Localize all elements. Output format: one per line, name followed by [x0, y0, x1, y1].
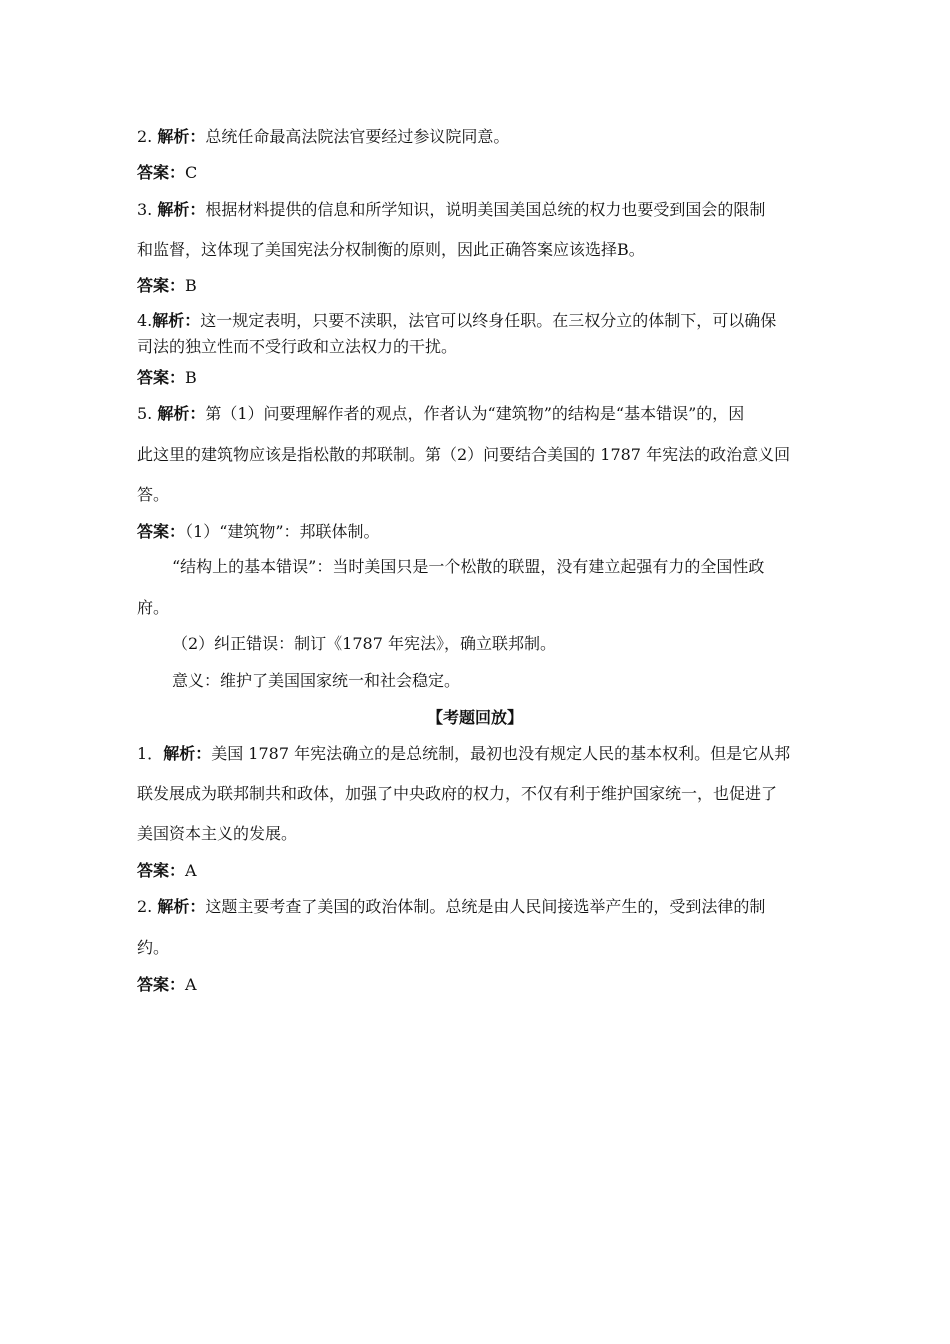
q5-answer-line3 [137, 598, 169, 618]
analysis-label: 解析： [157, 404, 206, 423]
analysis-text: 第（1）问要理解作者的观点，作者认为“建筑物”的结构是“基本错误”的，因 [205, 404, 745, 423]
q4-analysis-line2 [137, 337, 457, 357]
answer-value: A [185, 861, 197, 880]
analysis-text: 司法的独立性而不受行政和立法权力的干扰。 [137, 337, 458, 356]
question-number: 4. [137, 311, 153, 330]
r1-analysis-line3 [137, 824, 297, 844]
answer-text: 府。 [137, 598, 170, 617]
answer-text: （1）“建筑物”：邦联体制。 [185, 522, 380, 541]
answer-value: B [185, 368, 197, 387]
answer-label: 答案： [137, 522, 186, 541]
analysis-text: 此这里的建筑物应该是指松散的邦联制。第（2）问要结合美国的 1787 年宪法的政治意义回 [137, 445, 791, 464]
r2-answer-line [137, 975, 197, 995]
analysis-text: 和监督，这体现了美国宪法分权制衡的原则，因此正确答案应该选择B。 [137, 240, 645, 259]
analysis-label: 解析： [163, 744, 212, 763]
analysis-label: 解析： [157, 897, 206, 916]
q4-answer-line [137, 368, 197, 388]
analysis-text: 美国 1787 年宪法确立的是总统制，最初也没有规定人民的基本权利。但是它从邦 [211, 744, 791, 763]
analysis-text: 根据材料提供的信息和所学知识，说明美国美国总统的权力也要受到国会的限制 [205, 200, 766, 219]
q2-answer-line [137, 163, 197, 183]
answer-value: B [185, 276, 197, 295]
q3-analysis-line2 [137, 240, 645, 260]
q5-analysis-line2 [137, 445, 790, 465]
answer-text: （2）纠正错误：制订《1787 年宪法》，确立联邦制。 [172, 634, 556, 653]
analysis-text: 美国资本主义的发展。 [137, 824, 298, 843]
answer-text: 意义：维护了美国国家统一和社会稳定。 [172, 671, 461, 690]
q2-analysis-line [137, 127, 509, 147]
answer-label: 答案： [137, 368, 186, 387]
answer-label: 答案： [137, 276, 186, 295]
q5-answer-line1 [137, 522, 380, 542]
r1-answer-line [137, 861, 197, 881]
analysis-label: 解析： [152, 311, 201, 330]
q3-answer-line [137, 276, 197, 296]
answer-label: 答案： [137, 163, 186, 182]
question-number: 5. [137, 404, 158, 423]
question-number: 1． [137, 744, 164, 763]
r1-analysis-line2 [137, 784, 777, 804]
r1-analysis-line1 [137, 744, 790, 764]
analysis-text: 联发展成为联邦制共和政体，加强了中央政府的权力，不仅有利于维护国家统一，也促进了 [137, 784, 778, 803]
r2-analysis-line1 [137, 897, 765, 917]
q5-analysis-line1 [137, 404, 744, 424]
question-number: 2. [137, 127, 158, 146]
q3-analysis-line1 [137, 200, 765, 220]
analysis-label: 解析： [157, 127, 206, 146]
q5-answer-line5 [172, 671, 460, 691]
analysis-text: 约。 [137, 938, 170, 957]
answer-value: A [185, 975, 197, 994]
answer-value: C [185, 163, 198, 182]
analysis-text: 答。 [137, 485, 170, 504]
q4-analysis-line1 [137, 311, 776, 331]
section-title: 【考题回放】 [426, 708, 523, 727]
answer-label: 答案： [137, 861, 186, 880]
analysis-text: 这一规定表明，只要不渎职，法官可以终身任职。在三权分立的体制下，可以确保 [200, 311, 777, 330]
analysis-label: 解析： [157, 200, 206, 219]
answer-text: “结构上的基本错误”：当时美国只是一个松散的联盟，没有建立起强有力的全国性政 [172, 557, 765, 576]
q5-answer-line4 [172, 634, 556, 654]
analysis-text: 这题主要考查了美国的政治体制。总统是由人民间接选举产生的，受到法律的制 [205, 897, 766, 916]
answer-label: 答案： [137, 975, 186, 994]
q5-answer-line2 [172, 557, 764, 577]
q5-analysis-line3 [137, 485, 169, 505]
question-number: 3. [137, 200, 158, 219]
r2-analysis-line2 [137, 938, 169, 958]
question-number: 2. [137, 897, 158, 916]
analysis-text: 总统任命最高法院法官要经过参议院同意。 [205, 127, 510, 146]
